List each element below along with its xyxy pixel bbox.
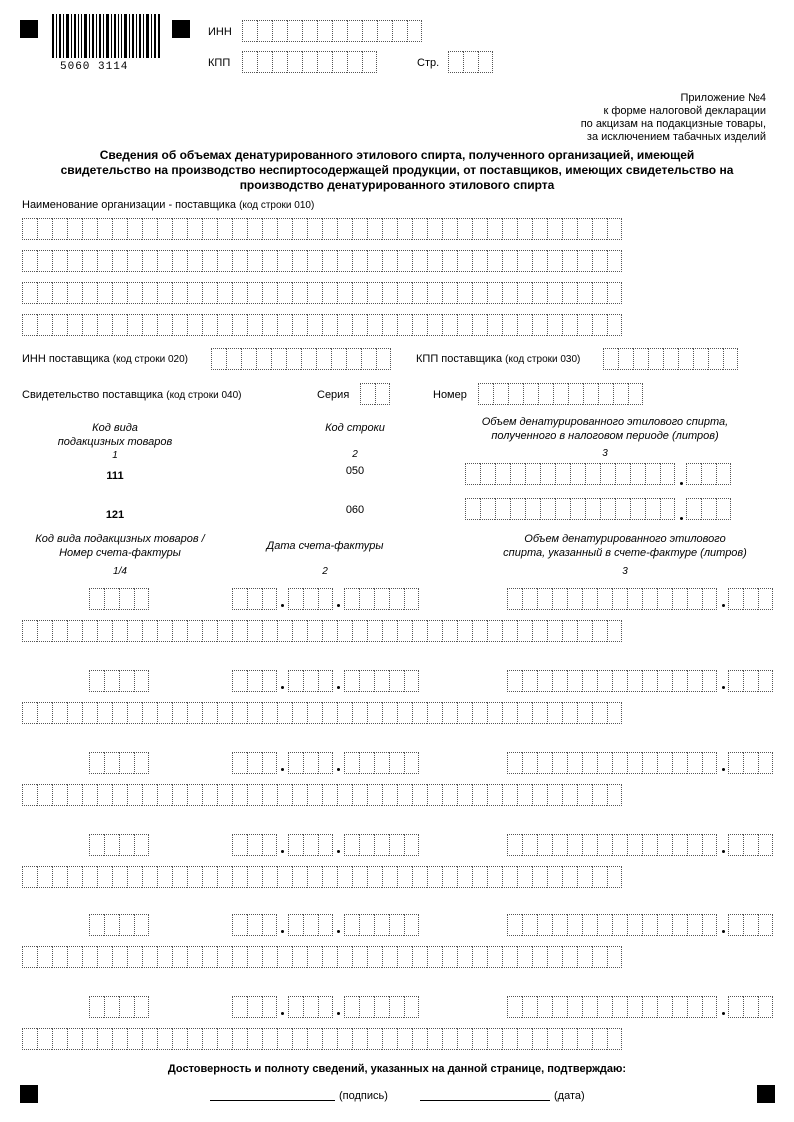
- date-separator: [337, 768, 340, 771]
- entry-4-invoice-number[interactable]: [22, 866, 622, 888]
- confirmation-text: Достоверность и полноту сведений, указанных на данной странице, подтверждаю:: [167, 1063, 627, 1075]
- corner-marker-bottom-left: [20, 1085, 38, 1103]
- entry-2-code[interactable]: [89, 670, 149, 692]
- entry-5-volume-frac[interactable]: [728, 914, 773, 936]
- entry-6-invoice-number[interactable]: [22, 1028, 622, 1050]
- table1-row-2-volume-int[interactable]: [465, 498, 675, 520]
- entry-1-volume-frac[interactable]: [728, 588, 773, 610]
- corner-marker-top-right: [172, 20, 190, 38]
- entry-6-code[interactable]: [89, 996, 149, 1018]
- entry-4-date-year[interactable]: [344, 834, 419, 856]
- cert-series-label: Серия: [317, 389, 350, 401]
- entry-1-date-month[interactable]: [288, 588, 333, 610]
- date-separator: [337, 604, 340, 607]
- table2-col3-header-line-1: Объем денатурированного этилового: [524, 533, 726, 545]
- decimal-point: [722, 686, 725, 689]
- page-field[interactable]: [448, 51, 493, 73]
- entry-6-date-year[interactable]: [344, 996, 419, 1018]
- table1-row-1-volume-int[interactable]: [465, 463, 675, 485]
- barcode-number: 5060 3114: [60, 61, 129, 73]
- table1-col2-number: 2: [352, 449, 358, 460]
- table2-col2-number: 2: [322, 566, 328, 577]
- entry-6-volume-int[interactable]: [507, 996, 717, 1018]
- date-separator: [281, 768, 284, 771]
- decimal-point: [680, 517, 683, 520]
- entry-3-date-year[interactable]: [344, 752, 419, 774]
- page-title-line-3: производство денатурированного этилового спирта: [239, 178, 555, 192]
- date-label: (дата): [554, 1090, 585, 1102]
- decimal-point: [680, 482, 683, 485]
- page-label: Стр.: [417, 57, 440, 69]
- cert-series-field[interactable]: [360, 383, 390, 405]
- kpp-label: КПП: [208, 57, 231, 69]
- table1-col1-number: 1: [112, 450, 118, 461]
- supplier-name-row-4[interactable]: [22, 314, 622, 336]
- entry-2-date-month[interactable]: [288, 670, 333, 692]
- barcode: [52, 14, 160, 60]
- date-separator: [281, 1012, 284, 1015]
- table1-col3-header-line-2: полученного в налоговом периоде (литров): [491, 430, 719, 442]
- table1-row-1-line: 050: [345, 465, 365, 477]
- appendix-line-2: к форме налоговой декларации: [603, 105, 766, 117]
- entry-2-volume-frac[interactable]: [728, 670, 773, 692]
- entry-3-invoice-number[interactable]: [22, 784, 622, 806]
- table2-col1-header-line-2: Номер счета-фактуры: [59, 547, 181, 559]
- supplier-name-row-3[interactable]: [22, 282, 622, 304]
- date-separator: [281, 686, 284, 689]
- entry-5-volume-int[interactable]: [507, 914, 717, 936]
- corner-marker-top-left: [20, 20, 38, 38]
- entry-3-volume-int[interactable]: [507, 752, 717, 774]
- decimal-point: [722, 768, 725, 771]
- signature-label: (подпись): [339, 1090, 388, 1102]
- table1-col1-header-line-2: подакцизных товаров: [57, 436, 173, 448]
- entry-6-volume-frac[interactable]: [728, 996, 773, 1018]
- signature-line[interactable]: [210, 1100, 335, 1101]
- table1-row-2-volume-frac[interactable]: [686, 498, 731, 520]
- entry-1-date-year[interactable]: [344, 588, 419, 610]
- cert-number-field[interactable]: [478, 383, 643, 405]
- entry-5-invoice-number[interactable]: [22, 946, 622, 968]
- inn-label: ИНН: [208, 26, 232, 38]
- date-separator: [281, 850, 284, 853]
- decimal-point: [722, 850, 725, 853]
- cert-number-label: Номер: [433, 389, 467, 401]
- table1-row-2-line: 060: [345, 504, 365, 516]
- table2-col2-header: Дата счета-фактуры: [266, 540, 384, 552]
- entry-4-volume-frac[interactable]: [728, 834, 773, 856]
- table1-row-2-code: 121: [105, 509, 125, 521]
- supplier-inn-label: ИНН поставщика (код строки 020): [22, 353, 188, 365]
- entry-1-volume-int[interactable]: [507, 588, 717, 610]
- entry-5-date-month[interactable]: [288, 914, 333, 936]
- entry-4-code[interactable]: [89, 834, 149, 856]
- entry-1-date-day[interactable]: [232, 588, 277, 610]
- entry-4-volume-int[interactable]: [507, 834, 717, 856]
- supplier-kpp-label: КПП поставщика (код строки 030): [416, 353, 581, 365]
- date-separator: [337, 1012, 340, 1015]
- table1-col3-header-line-1: Объем денатурированного этилового спирта,: [481, 416, 729, 428]
- entry-5-code[interactable]: [89, 914, 149, 936]
- supplier-name-row-1[interactable]: [22, 218, 622, 240]
- entry-2-volume-int[interactable]: [507, 670, 717, 692]
- supplier-name-row-2[interactable]: [22, 250, 622, 272]
- entry-3-volume-frac[interactable]: [728, 752, 773, 774]
- appendix-line-1: Приложение №4: [680, 92, 766, 104]
- supplier-cert-label: Свидетельство поставщика (код строки 040): [22, 389, 242, 401]
- table1-col1-header-line-1: Код вида: [92, 422, 138, 434]
- table1-col3-number: 3: [602, 448, 608, 459]
- table1-col2-header: Код строки: [325, 422, 385, 434]
- corner-marker-bottom-right: [757, 1085, 775, 1103]
- entry-3-date-day[interactable]: [232, 752, 277, 774]
- decimal-point: [722, 604, 725, 607]
- table2-col1-header-line-1: Код вида подакцизных товаров /: [35, 533, 205, 545]
- appendix-line-4: за исключением табачных изделий: [586, 131, 766, 143]
- inn-field[interactable]: [242, 20, 422, 42]
- entry-4-date-day[interactable]: [232, 834, 277, 856]
- entry-2-invoice-number[interactable]: [22, 702, 622, 724]
- supplier-name-label: Наименование организации - поставщика (код строки 010): [22, 199, 315, 211]
- entry-2-date-year[interactable]: [344, 670, 419, 692]
- table2-col3-number: 3: [622, 566, 628, 577]
- entry-4-date-month[interactable]: [288, 834, 333, 856]
- entry-6-date-day[interactable]: [232, 996, 277, 1018]
- kpp-field[interactable]: [242, 51, 377, 73]
- entry-1-code[interactable]: [89, 588, 149, 610]
- supplier-inn-field[interactable]: [211, 348, 391, 370]
- table1-row-1-code: 111: [106, 470, 124, 482]
- decimal-point: [722, 1012, 725, 1015]
- page-title-line-2: свидетельство на производство неспиртосодержащей продукции, от поставщиков, имеющих свидетельство на: [60, 163, 734, 177]
- entry-3-code[interactable]: [89, 752, 149, 774]
- table2-col3-header-line-2: спирта, указанный в счете-фактуре (литров): [503, 547, 747, 559]
- appendix-line-3: по акцизам на подакцизные товары,: [580, 118, 766, 130]
- date-separator: [281, 930, 284, 933]
- date-separator: [337, 686, 340, 689]
- entry-5-date-year[interactable]: [344, 914, 419, 936]
- supplier-kpp-field[interactable]: [603, 348, 738, 370]
- entry-2-date-day[interactable]: [232, 670, 277, 692]
- date-separator: [337, 850, 340, 853]
- page-title-line-1: Сведения об объемах денатурированного этилового спирта, полученного организацией, имеющей: [99, 148, 695, 162]
- table1-row-1-volume-frac[interactable]: [686, 463, 731, 485]
- entry-6-date-month[interactable]: [288, 996, 333, 1018]
- date-separator: [281, 604, 284, 607]
- table2-col1-number: 1/4: [113, 566, 127, 577]
- entry-5-date-day[interactable]: [232, 914, 277, 936]
- date-separator: [337, 930, 340, 933]
- entry-1-invoice-number[interactable]: [22, 620, 622, 642]
- date-line[interactable]: [420, 1100, 550, 1101]
- decimal-point: [722, 930, 725, 933]
- entry-3-date-month[interactable]: [288, 752, 333, 774]
